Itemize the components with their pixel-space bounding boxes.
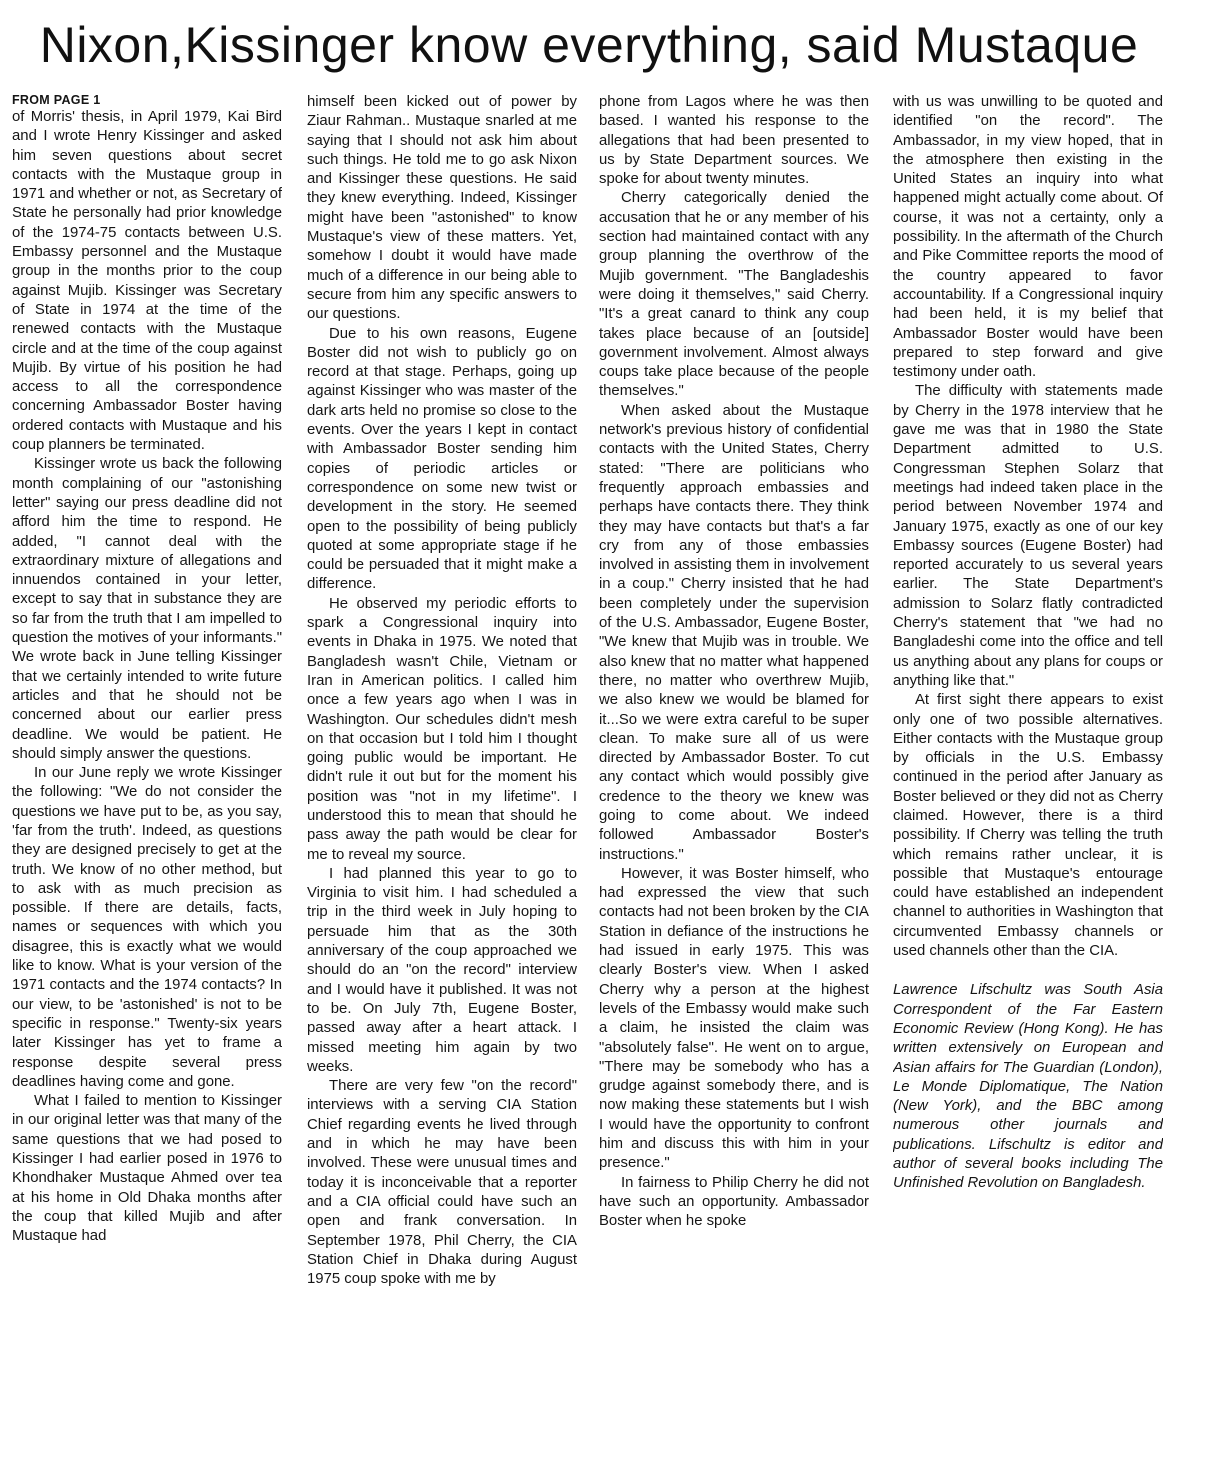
article-column-4	[893, 93, 1163, 1403]
paragraph: Cherry categorically denied the accusation that he or any member of his section had maintained contact with any group planning the overthrow of the Mujib government. "The Bangladeshis were doing it themselves," said Cherry. "It's a great canard to think any coup takes place because of an [outside] government involvement. Almost always coups take place because of the people themselves."	[599, 190, 869, 400]
paragraph: There are very few "on the record" interviews with a serving CIA Station Chief regarding events he lived through and in which he may have been involved. These were unusual times and today it is inconceivable that a reporter and a CIA official could have such an open and frank conversation. In September 1978, Phil Cherry, the CIA Station Chief in Dhaka during August 1975 coup spoke with me by	[307, 1078, 577, 1288]
paragraph: phone from Lagos where he was then based. I wanted his response to the allegations that had been presented to us by State Department sources. We spoke for about twenty minutes.	[599, 94, 869, 188]
paragraph: of Morris' thesis, in April 1979, Kai Bird and I wrote Henry Kissinger and asked him seven questions about secret contacts with the Mustaque group in 1971 and whether or not, as Secretary of State he personally had prior knowledge of the 1974-75 contacts between U.S. Embassy personnel and the Mustaque group in the months prior to the coup against Mujib. Kissinger was Secretary of State in 1974 at the time of the renewed contacts with the Mustaque circle and at the time of the coup against Mujib. By virtue of his position he had access to all the correspondence concerning Ambassador Boster having ordered contacts with Mustaque and his coup planners be terminated.	[12, 109, 282, 454]
paragraph: He observed my periodic efforts to spark a Congressional inquiry into events in Dhaka in 1975. We noted that Bangladesh wasn't Chile, Vietnam or Iran in American politics. I called him once a few years ago when I was in Washington. Our schedules didn't mesh on that occasion but I told him I thought going public would be important. He didn't rule it out but for the moment his position was "not in my lifetime". I understood this to mean that should he pass away the path would be clear for me to reveal my source.	[307, 595, 577, 863]
paragraph: However, it was Boster himself, who had expressed the view that such contacts had not been broken by the CIA Station in defiance of the instructions he had issued in early 1975. This was clearly Boster's view. When I asked Cherry why a person at the highest levels of the Embassy would make such a claim, he insisted the claim was "absolutely false". He went on to argue, "There may be somebody who has a grudge against somebody there, and is now making these statements but I wish I would have the opportunity to confront him and discuss this with him in your presence."	[599, 865, 869, 1172]
author-bio: Lawrence Lifschultz was South Asia Correspondent of the Far Eastern Economic Review (Hong Kong). He has written extensively on European and Asian affairs for The Guardian (London), Le Monde Diplomatique, The Nation (New York), and the BBC among numerous other journals and publications. Lifschultz is editor and author of several books including The Unfinished Revolution on Bangladesh.	[893, 982, 1163, 1192]
paragraph: Due to his own reasons, Eugene Boster did not wish to publicly go on record at that stage. Perhaps, going up against Kissinger who was master of the dark arts held no promise so close to the events. Over the years I kept in contact with Ambassador Boster sending him copies of periodic articles or correspondence on some new twist or development in the story. He seemed open to the possibility of being publicly quoted at some appropriate stage if he could be persuaded that it might make a difference.	[307, 325, 577, 593]
article-column-1	[12, 93, 282, 1403]
paragraph: When asked about the Mustaque network's previous history of confidential contacts with the United States, Cherry stated: "There are politicians who frequently approach embassies and perhaps have contacts there. They think they may have contacts but that's a far cry from any of those embassies involved in assisting them in involvement in a coup." Cherry insisted that he had been completely under the supervision of the U.S. Ambassador, Eugene Boster, "We knew that Mujib was in trouble. We also knew that no matter what happened there, no matter who overthrew Mujib, we also knew we would be blamed for it...So we were extra careful to be super clean. To make sure all of us were directed by Ambassador Boster. To cut any contact which would possibly give credence to the theory we knew was going to come about. We indeed followed Ambassador Boster's instructions."	[599, 402, 869, 863]
paragraph: with us was unwilling to be quoted and identified "on the record". The Ambassador, in my view hoped, that in the atmosphere then existing in the United States an inquiry into what happened might actually come about. Of course, it was not a certainty, only a possibility. In the aftermath of the Church and Pike Committee reports the mood of the country appeared to favor accountability. If a Congressional inquiry had been held, it is my belief that Ambassador Boster would have been prepared to step forward and give testimony under oath.	[893, 94, 1163, 381]
paragraph: I had planned this year to go to Virginia to visit him. I had scheduled a trip in the third week in July hoping to persuade him that as the 30th anniversary of the coup approached we should do an "on the record" interview and I would have it published. It was not to be. On July 7th, Eugene Boster, passed away after a heart attack. I missed meeting him again by two weeks.	[307, 865, 577, 1075]
paragraph: In fairness to Philip Cherry he did not have such an opportunity. Ambassador Boster when he spoke	[599, 1174, 869, 1230]
jump-line: FROM PAGE 1	[12, 93, 101, 107]
paragraph: The difficulty with statements made by Cherry in the 1978 interview that he gave me was that in 1980 the State Department admitted to U.S. Congressman Stephen Solarz that meetings had indeed taken place in the period between November 1974 and January 1975, exactly as one of our key Embassy sources (Eugene Boster) had reported accurately to us several years earlier. The State Department's admission to Solarz flatly contradicted Cherry's statement that "we had no Bangladeshi come into the office and tell us anything about any plans for coups or anything like that."	[893, 383, 1163, 689]
paragraph: In our June reply we wrote Kissinger the following: "We do not consider the questions we have put to be, as you say, 'far from the truth'. Indeed, as questions they are designed precisely to get at the truth. We know of no other method, but to ask with as much precision as possible. If there are details, facts, names or sequences with which you disagree, this is exactly what we would like to know. What is your version of the 1971 contacts and the 1974 contacts? In our view, to be 'astonished' is not to be specific in response." Twenty-six years later Kissinger has yet to frame a response despite several press deadlines having come and gone.	[12, 765, 282, 1090]
paragraph: Kissinger wrote us back the following month complaining of our "astonishing letter" saying our press deadline did not afford him the time to respond. He added, "I cannot deal with the extraordinary mixture of allegations and innuendos contained in your letter, except to say that in substance they are so far from the truth that I am impelled to question the motives of your informants." We wrote back in June telling Kissinger that we certainly intended to write future articles and that he should not be concerned about our earlier press deadline. We would be patient. He should simply answer the questions.	[12, 456, 282, 762]
article-column-3	[599, 93, 869, 1403]
paragraph: What I failed to mention to Kissinger in our original letter was that many of the same questions that we had posed to Kissinger I had earlier posed in 1976 to Khondhaker Mustaque Ahmed over tea at his home in Old Dhaka months after the coup that killed Mujib and after Mustaque had	[12, 1093, 282, 1245]
paragraph: himself been kicked out of power by Ziaur Rahman.. Mustaque snarled at me saying that I should not ask him about such things. He told me to go ask Nixon and Kissinger these questions. He said they knew everything. Indeed, Kissinger might have been "astonished" to know Mustaque's view of these matters. Yet, somehow I doubt it would have made much of a difference in our being able to secure from him any specific answers to our questions.	[307, 94, 577, 323]
article-column-2	[307, 93, 577, 1403]
paragraph: At first sight there appears to exist only one of two possible alternatives. Either contacts with the Mustaque group by officials in the U.S. Embassy continued in the period after January as Boster believed or they did not as Cherry claimed. However, there is a third possibility. If Cherry was telling the truth which remains rather unclear, it is possible that Mustaque's entourage could have established an independent channel to authorities in Washington that circumvented Embassy channels or used channels other than the CIA.	[893, 692, 1163, 960]
headline: Nixon,Kissinger know everything, said Mustaque	[39, 17, 1139, 73]
